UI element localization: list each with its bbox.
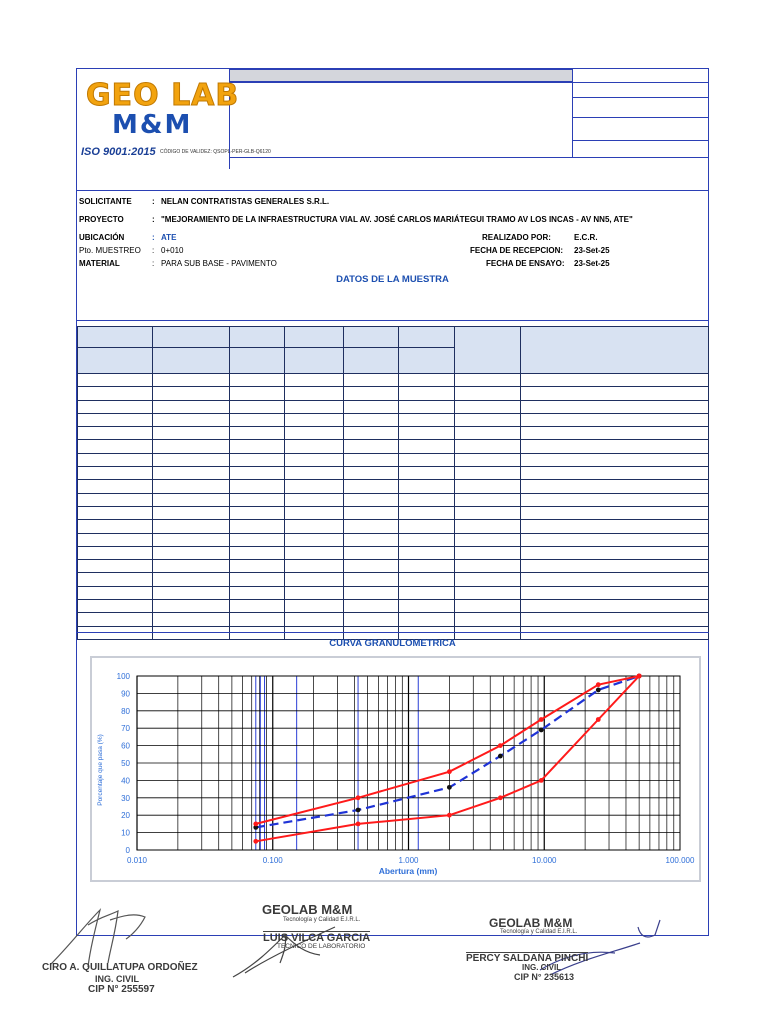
table-cell xyxy=(520,533,708,546)
table-cell xyxy=(152,586,229,599)
solicitante-value: NELAN CONTRATISTAS GENERALES S.R.L. xyxy=(161,197,330,206)
signature-center-sub: Tecnología y Calidad E.I.R.L. xyxy=(283,917,361,923)
ubicacion-value: ATE xyxy=(161,233,177,242)
table-cell xyxy=(152,453,229,466)
table-cell xyxy=(229,613,284,626)
table-cell xyxy=(344,427,399,440)
realizado-label: REALIZADO POR: xyxy=(482,233,551,242)
table-cell xyxy=(399,427,454,440)
table-cell xyxy=(78,480,153,493)
table-cell xyxy=(520,560,708,573)
table-row xyxy=(78,387,709,400)
y-tick-label: 90 xyxy=(121,689,130,699)
table-cell xyxy=(285,506,344,519)
table-cell xyxy=(78,573,153,586)
table-cell xyxy=(454,453,520,466)
recepcion-label: FECHA DE RECEPCION: xyxy=(470,246,564,255)
limit-point xyxy=(498,743,503,748)
section-title: DATOS DE LA MUESTRA xyxy=(336,274,449,285)
table-cell xyxy=(344,387,399,400)
sample-point xyxy=(447,785,452,790)
table-cell xyxy=(454,560,520,573)
table-cell xyxy=(78,427,153,440)
ensayo-label: FECHA DE ENSAYO: xyxy=(486,259,565,268)
table-row xyxy=(78,400,709,413)
y-tick-label: 40 xyxy=(121,776,130,786)
table-cell xyxy=(229,520,284,533)
table-cell xyxy=(454,520,520,533)
sample-point xyxy=(539,728,544,733)
limit-point xyxy=(356,795,361,800)
table-cell xyxy=(454,600,520,613)
table-cell xyxy=(520,413,708,426)
table-header-row xyxy=(78,327,709,348)
table-cell xyxy=(344,327,399,348)
table-cell xyxy=(454,413,520,426)
table-cell xyxy=(229,586,284,599)
table-cell xyxy=(285,348,344,374)
table-cell xyxy=(399,506,454,519)
separator: : xyxy=(152,215,155,224)
table-cell xyxy=(520,453,708,466)
table-cell xyxy=(285,400,344,413)
table-cell xyxy=(285,413,344,426)
table-cell xyxy=(520,573,708,586)
separator: : xyxy=(152,246,155,255)
signature-right-company: GEOLAB M&M xyxy=(489,916,573,930)
table-cell xyxy=(520,327,708,374)
table-cell xyxy=(229,427,284,440)
muestreo-label: Pto. MUESTREO xyxy=(79,246,141,255)
y-tick-label: 60 xyxy=(121,741,130,751)
sample-point xyxy=(596,688,601,693)
separator: : xyxy=(152,197,155,206)
y-tick-label: 0 xyxy=(125,846,130,855)
granulometric-chart xyxy=(92,658,699,880)
table-cell xyxy=(285,467,344,480)
table-cell xyxy=(399,387,454,400)
limit-point xyxy=(539,778,544,783)
table-cell xyxy=(454,573,520,586)
table-cell xyxy=(520,520,708,533)
table-cell xyxy=(520,440,708,453)
table-cell xyxy=(229,440,284,453)
table-row xyxy=(78,413,709,426)
table-cell xyxy=(285,613,344,626)
x-tick-label: 0.100 xyxy=(262,856,283,865)
table-cell xyxy=(454,440,520,453)
x-tick-label: 10.000 xyxy=(532,856,557,865)
table-cell xyxy=(344,413,399,426)
table-cell xyxy=(344,493,399,506)
signature-right-sub: Tecnología y Calidad E.I.R.L. xyxy=(500,929,578,935)
table-row xyxy=(78,480,709,493)
table-cell xyxy=(399,600,454,613)
solicitante-label: SOLICITANTE xyxy=(79,197,132,206)
table-cell xyxy=(152,413,229,426)
limit-point xyxy=(447,813,452,818)
signature-center-name: LUIS VILCA GARCIA xyxy=(263,932,371,944)
table-cell xyxy=(152,600,229,613)
signature-left-title: ING. CIVIL xyxy=(95,974,140,984)
table-cell xyxy=(344,348,399,374)
table-row xyxy=(78,560,709,573)
table-row xyxy=(78,600,709,613)
y-tick-label: 20 xyxy=(121,811,130,821)
separator: : xyxy=(152,233,155,242)
table-cell xyxy=(399,453,454,466)
material-label: MATERIAL xyxy=(79,259,120,268)
table-cell xyxy=(520,400,708,413)
table-cell xyxy=(454,400,520,413)
table-cell xyxy=(285,327,344,348)
table-cell xyxy=(399,546,454,559)
table-cell xyxy=(454,480,520,493)
table-row xyxy=(78,533,709,546)
table-cell xyxy=(399,493,454,506)
table-cell xyxy=(229,467,284,480)
signature-right-name: PERCY SALDAÑA PINCHI xyxy=(466,953,589,964)
table-cell xyxy=(152,374,229,387)
table-cell xyxy=(78,467,153,480)
table-cell xyxy=(152,520,229,533)
table-cell xyxy=(344,480,399,493)
table-cell xyxy=(229,374,284,387)
table-cell xyxy=(344,400,399,413)
table-cell xyxy=(285,520,344,533)
table-row xyxy=(78,573,709,586)
table-cell xyxy=(152,387,229,400)
table-cell xyxy=(344,506,399,519)
ubicacion-label: UBICACIÓN xyxy=(79,233,125,242)
table-row xyxy=(78,546,709,559)
ensayo-value: 23-Set-25 xyxy=(574,259,610,268)
table-cell xyxy=(229,573,284,586)
table-cell xyxy=(229,600,284,613)
y-tick-label: 10 xyxy=(121,828,130,838)
table-cell xyxy=(520,506,708,519)
table-cell xyxy=(344,600,399,613)
table-cell xyxy=(152,327,229,348)
y-tick-label: 80 xyxy=(121,706,130,716)
recepcion-value: 23-Set-25 xyxy=(574,246,610,255)
table-cell xyxy=(78,533,153,546)
table-cell xyxy=(454,374,520,387)
table-cell xyxy=(344,440,399,453)
table-cell xyxy=(399,440,454,453)
table-cell xyxy=(152,440,229,453)
table-cell xyxy=(399,613,454,626)
table-cell xyxy=(152,533,229,546)
table-cell xyxy=(399,533,454,546)
table-cell xyxy=(152,348,229,374)
header-title-bar xyxy=(229,69,573,82)
table-cell xyxy=(399,586,454,599)
table-row xyxy=(78,506,709,519)
signature-left-name: CIRO A. QUILLATUPA ORDOÑEZ xyxy=(42,962,198,973)
table-cell xyxy=(78,387,153,400)
table-cell xyxy=(399,480,454,493)
limit-point xyxy=(498,795,503,800)
table-cell xyxy=(78,600,153,613)
table-cell xyxy=(285,546,344,559)
chart-title: CURVA GRANULOMETRICA xyxy=(329,638,456,649)
table-cell xyxy=(399,327,454,348)
table-cell xyxy=(285,533,344,546)
table-cell xyxy=(78,374,153,387)
table-cell xyxy=(285,600,344,613)
table-cell xyxy=(285,573,344,586)
table-cell xyxy=(229,560,284,573)
table-cell xyxy=(229,387,284,400)
y-tick-label: 30 xyxy=(121,793,130,803)
table-cell xyxy=(229,327,284,348)
limit-point xyxy=(637,674,642,679)
signature-right-cip: CIP N° 235613 xyxy=(514,972,574,982)
table-cell xyxy=(344,560,399,573)
table-cell xyxy=(520,467,708,480)
table-cell xyxy=(229,413,284,426)
table-cell xyxy=(285,560,344,573)
table-cell xyxy=(285,453,344,466)
table-cell xyxy=(78,493,153,506)
table-cell xyxy=(399,413,454,426)
table-cell xyxy=(520,586,708,599)
muestreo-value: 0+010 xyxy=(161,246,184,255)
table-cell xyxy=(78,546,153,559)
table-cell xyxy=(229,506,284,519)
table-cell xyxy=(78,586,153,599)
table-cell xyxy=(152,546,229,559)
table-cell xyxy=(344,613,399,626)
x-axis-label: Abertura (mm) xyxy=(378,866,438,876)
table-cell xyxy=(78,413,153,426)
limit-point xyxy=(253,839,258,844)
table-cell xyxy=(344,520,399,533)
limit-point xyxy=(447,769,452,774)
table-cell xyxy=(454,586,520,599)
table-cell xyxy=(285,493,344,506)
limit-point xyxy=(356,822,361,827)
table-row xyxy=(78,440,709,453)
table-cell xyxy=(454,533,520,546)
table-cell xyxy=(520,613,708,626)
table-cell xyxy=(399,374,454,387)
table-row xyxy=(78,467,709,480)
x-tick-label: 1.000 xyxy=(398,856,419,865)
table-cell xyxy=(229,348,284,374)
table-cell xyxy=(520,600,708,613)
sample-point xyxy=(356,808,361,813)
table-cell xyxy=(285,440,344,453)
table-cell xyxy=(78,520,153,533)
table-cell xyxy=(229,480,284,493)
table-cell xyxy=(344,453,399,466)
table-cell xyxy=(152,400,229,413)
table-cell xyxy=(399,520,454,533)
table-cell xyxy=(344,573,399,586)
table-cell xyxy=(520,493,708,506)
table-cell xyxy=(344,546,399,559)
limit-point xyxy=(596,682,601,687)
table-cell xyxy=(454,467,520,480)
table-row xyxy=(78,453,709,466)
y-tick-label: 70 xyxy=(121,724,130,734)
table-cell xyxy=(454,427,520,440)
table-cell xyxy=(78,560,153,573)
iso-code: CÓDIGO DE VALIDEZ: QSOPL-PER-GLB-Q6120 xyxy=(160,149,271,155)
y-tick-label: 100 xyxy=(116,672,130,681)
table-cell xyxy=(454,493,520,506)
company-logo-bottom: M&M xyxy=(112,110,193,140)
y-axis-label: Porcentaje que pasa (%) xyxy=(97,734,104,806)
table-cell xyxy=(78,440,153,453)
table-cell xyxy=(229,533,284,546)
y-tick-label: 50 xyxy=(121,759,130,768)
table-cell xyxy=(229,546,284,559)
table-row xyxy=(78,520,709,533)
table-cell xyxy=(229,493,284,506)
proyecto-label: PROYECTO xyxy=(79,215,124,224)
table-cell xyxy=(152,480,229,493)
limit-point xyxy=(253,822,258,827)
table-cell xyxy=(399,348,454,374)
table-cell xyxy=(78,327,153,348)
table-cell xyxy=(78,453,153,466)
table-cell xyxy=(344,374,399,387)
table-cell xyxy=(454,546,520,559)
table-cell xyxy=(285,480,344,493)
table-cell xyxy=(152,573,229,586)
table-cell xyxy=(344,586,399,599)
table-cell xyxy=(454,613,520,626)
table-cell xyxy=(454,327,520,374)
table-cell xyxy=(285,586,344,599)
separator: : xyxy=(152,259,155,268)
table-cell xyxy=(399,573,454,586)
table-cell xyxy=(344,467,399,480)
table-cell xyxy=(152,427,229,440)
table-cell xyxy=(78,506,153,519)
table-row xyxy=(78,374,709,387)
table-cell xyxy=(152,506,229,519)
table-cell xyxy=(285,427,344,440)
limit-point xyxy=(539,717,544,722)
table-cell xyxy=(399,400,454,413)
signature-center-scribble xyxy=(225,915,365,985)
table-cell xyxy=(152,560,229,573)
table-cell xyxy=(454,506,520,519)
table-cell xyxy=(399,560,454,573)
material-value: PARA SUB BASE - PAVIMENTO xyxy=(161,259,277,268)
sample-point xyxy=(498,754,503,759)
table-cell xyxy=(520,427,708,440)
table-cell xyxy=(285,387,344,400)
table-row xyxy=(78,427,709,440)
limit-point xyxy=(596,717,601,722)
table-cell xyxy=(229,400,284,413)
chart-container xyxy=(90,656,701,882)
iso-label: ISO 9001:2015 xyxy=(81,146,156,158)
table-cell xyxy=(229,453,284,466)
table-cell xyxy=(520,387,708,400)
signature-right-title: ING. CIVIL xyxy=(522,963,562,972)
table-cell xyxy=(152,493,229,506)
table-row xyxy=(78,493,709,506)
table-cell xyxy=(78,400,153,413)
proyecto-value: "MEJORAMIENTO DE LA INFRAESTRUCTURA VIAL AV. JOSÉ CARLOS MARIÁTEGUI TRAMO AV LOS INCAS - AV NN5, ATE" xyxy=(161,215,633,224)
x-tick-label: 100.000 xyxy=(665,856,695,865)
signature-left-cip: CIP N° 255597 xyxy=(88,984,155,995)
table-cell xyxy=(285,374,344,387)
signature-center-company: GEOLAB M&M xyxy=(262,902,353,917)
table-cell xyxy=(78,348,153,374)
company-logo-top: GEO LAB xyxy=(86,78,240,113)
table-cell xyxy=(454,387,520,400)
x-tick-label: 0.010 xyxy=(126,856,148,865)
table-row xyxy=(78,613,709,626)
signature-center-title: TECNICO DE LABORATORIO xyxy=(277,943,366,950)
table-cell xyxy=(344,533,399,546)
table-cell xyxy=(152,613,229,626)
table-cell xyxy=(399,467,454,480)
sieve-table xyxy=(77,326,709,640)
table-cell xyxy=(152,467,229,480)
table-cell xyxy=(78,613,153,626)
table-cell xyxy=(520,374,708,387)
table-cell xyxy=(520,546,708,559)
realizado-value: E.C.R. xyxy=(574,233,598,242)
table-cell xyxy=(520,480,708,493)
table-row xyxy=(78,586,709,599)
